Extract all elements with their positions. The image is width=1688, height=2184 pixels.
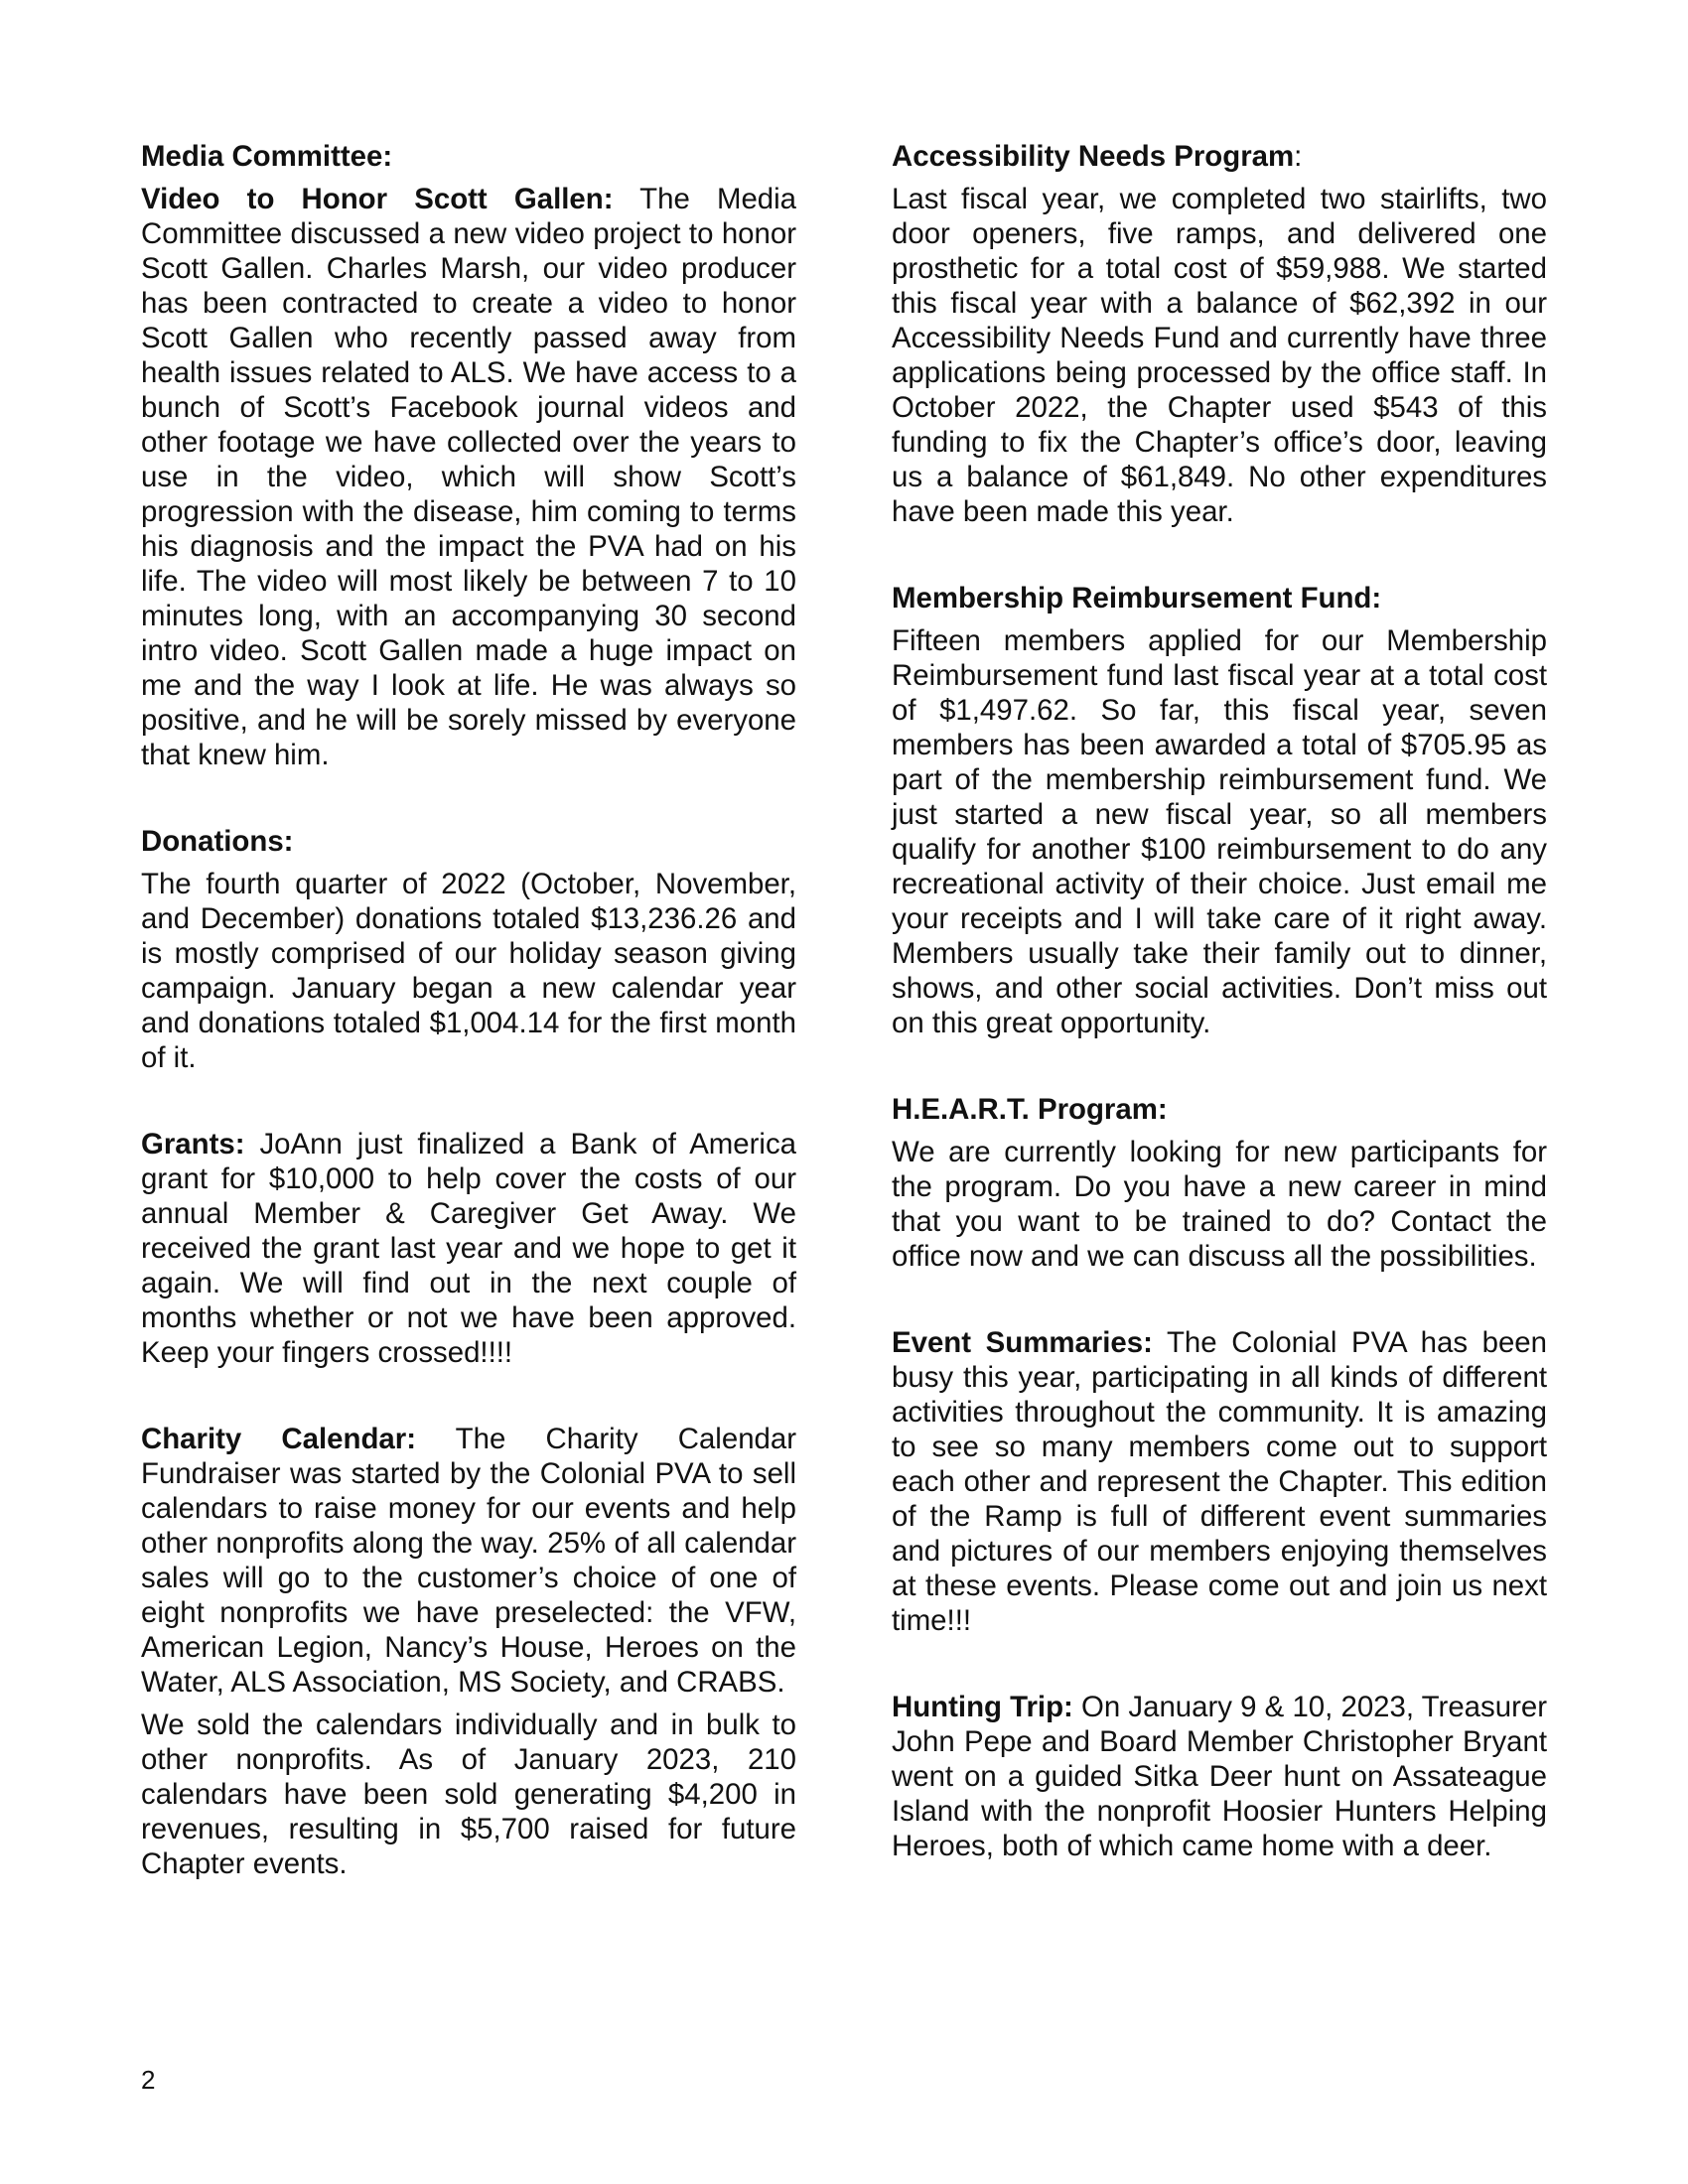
right-column	[892, 139, 1547, 1863]
accessibility-heading	[892, 139, 1547, 174]
charity-calendar-paragraph	[141, 1422, 796, 1700]
event-summaries-lead: Event Summaries:	[892, 1326, 1153, 1359]
hunting-trip-paragraph	[892, 1690, 1547, 1863]
heart-section	[892, 1092, 1547, 1274]
grants-section	[141, 1127, 796, 1370]
charity-calendar-text: The Charity Calendar Fundraiser was started by the Colonial PVA to sell calendars to raise money for our events and help other nonprofits along the way. 25% of all calendar sales will go to the customer’s choice of one of eight nonprofits we have preselected: the VFW, American Legion, Nancy’s House, Heroes on the Water, ALS Association, MS Society, and CRABS.	[141, 1423, 797, 1699]
media-committee-section	[141, 139, 796, 772]
heart-paragraph: We are currently looking for new participants for the program. Do you have a new career in mind that you want to be trained to do? Contact the office now and we can discuss all the possibilities.	[892, 1136, 1547, 1273]
grants-lead: Grants:	[141, 1128, 245, 1160]
charity-calendar-paragraph-2: We sold the calendars individually and in bulk to other nonprofits. As of January 2023, 210 calendars have been sold generating $4,200 in revenues, resulting in $5,700 raised for future Chapter events.	[141, 1708, 796, 1880]
grants-paragraph	[141, 1127, 796, 1370]
left-column	[141, 139, 796, 1881]
charity-calendar-lead: Charity Calendar:	[141, 1423, 416, 1455]
event-summaries-section	[892, 1325, 1547, 1638]
accessibility-heading-text: Accessibility Needs Program	[892, 140, 1295, 173]
hunting-trip-text: On January 9 & 10, 2023, Treasurer John Pepe and Board Member Christopher Bryant went on a guided Sitka Deer hunt on Assateague Island with the nonprofit Hoosier Hunters Helping Heroes, both of which came home with a deer.	[892, 1691, 1547, 1862]
accessibility-heading-colon: :	[1294, 140, 1303, 173]
heart-heading: H.E.A.R.T. Program:	[892, 1093, 1168, 1126]
accessibility-paragraph: Last fiscal year, we completed two stairlifts, two door openers, five ramps, and delivered one prosthetic for a total cost of $59,988. We started this fiscal year with a balance of $62,392 in our Accessibility Needs Fund and currently have three applications being processed by the office staff. In October 2022, the Chapter used $543 of this funding to fix the Chapter’s office’s door, leaving us a balance of $61,849. No other expenditures have been made this year.	[892, 183, 1547, 528]
video-honor-lead: Video to Honor Scott Gallen:	[141, 183, 614, 215]
donations-paragraph: The fourth quarter of 2022 (October, November, and December) donations totaled $13,236.26 and is mostly comprised of our holiday season giving campaign. January began a new calendar year and donations totaled $1,004.14 for the first month of it.	[141, 868, 796, 1074]
media-committee-paragraph	[141, 182, 796, 772]
media-committee-heading: Media Committee:	[141, 140, 393, 173]
hunting-trip-section	[892, 1690, 1547, 1863]
accessibility-section	[892, 139, 1547, 529]
page-number: 2	[141, 2065, 156, 2095]
grants-text: JoAnn just finalized a Bank of America grant for $10,000 to help cover the costs of our annual Member & Caregiver Get Away. We received the grant last year and we hope to get it again. We will find out in the next couple of months whether or not we have been approved. Keep your fingers crossed!!!!	[141, 1128, 796, 1369]
charity-calendar-section	[141, 1422, 796, 1881]
donations-heading: Donations:	[141, 825, 294, 858]
membership-section	[892, 581, 1547, 1040]
video-honor-text: The Media Committee discussed a new video project to honor Scott Gallen. Charles Marsh, our video producer has been contracted to create a video to honor Scott Gallen who recently passed away from health issues related to ALS. We have access to a bunch of Scott’s Facebook journal videos and other footage we have collected over the years to use in the video, which will show Scott’s progression with the disease, him coming to terms his diagnosis and the impact the PVA had on his life. The video will most likely be between 7 to 10 minutes long, with an accompanying 30 second intro video. Scott Gallen made a huge impact on me and the way I look at life. He was always so positive, and he will be sorely missed by everyone that knew him.	[141, 183, 797, 771]
donations-section	[141, 824, 796, 1075]
event-summaries-paragraph	[892, 1325, 1547, 1638]
membership-heading: Membership Reimbursement Fund:	[892, 582, 1382, 614]
hunting-trip-lead: Hunting Trip:	[892, 1691, 1073, 1723]
event-summaries-text: The Colonial PVA has been busy this year, participating in all kinds of different activities throughout the community. It is amazing to see so many members come out to support each other and represent the Chapter. This edition of the Ramp is full of different event summaries and pictures of our members enjoying themselves at these events. Please come out and join us next time!!!	[892, 1326, 1547, 1637]
membership-paragraph: Fifteen members applied for our Membership Reimbursement fund last fiscal year at a total cost of $1,497.62. So far, this fiscal year, seven members has been awarded a total of $705.95 as part of the membership reimbursement fund. We just started a new fiscal year, so all members qualify for another $100 reimbursement to do any recreational activity of their choice. Just email me your receipts and I will take care of it right away. Members usually take their family out to dinner, shows, and other social activities. Don’t miss out on this great opportunity.	[892, 624, 1547, 1039]
